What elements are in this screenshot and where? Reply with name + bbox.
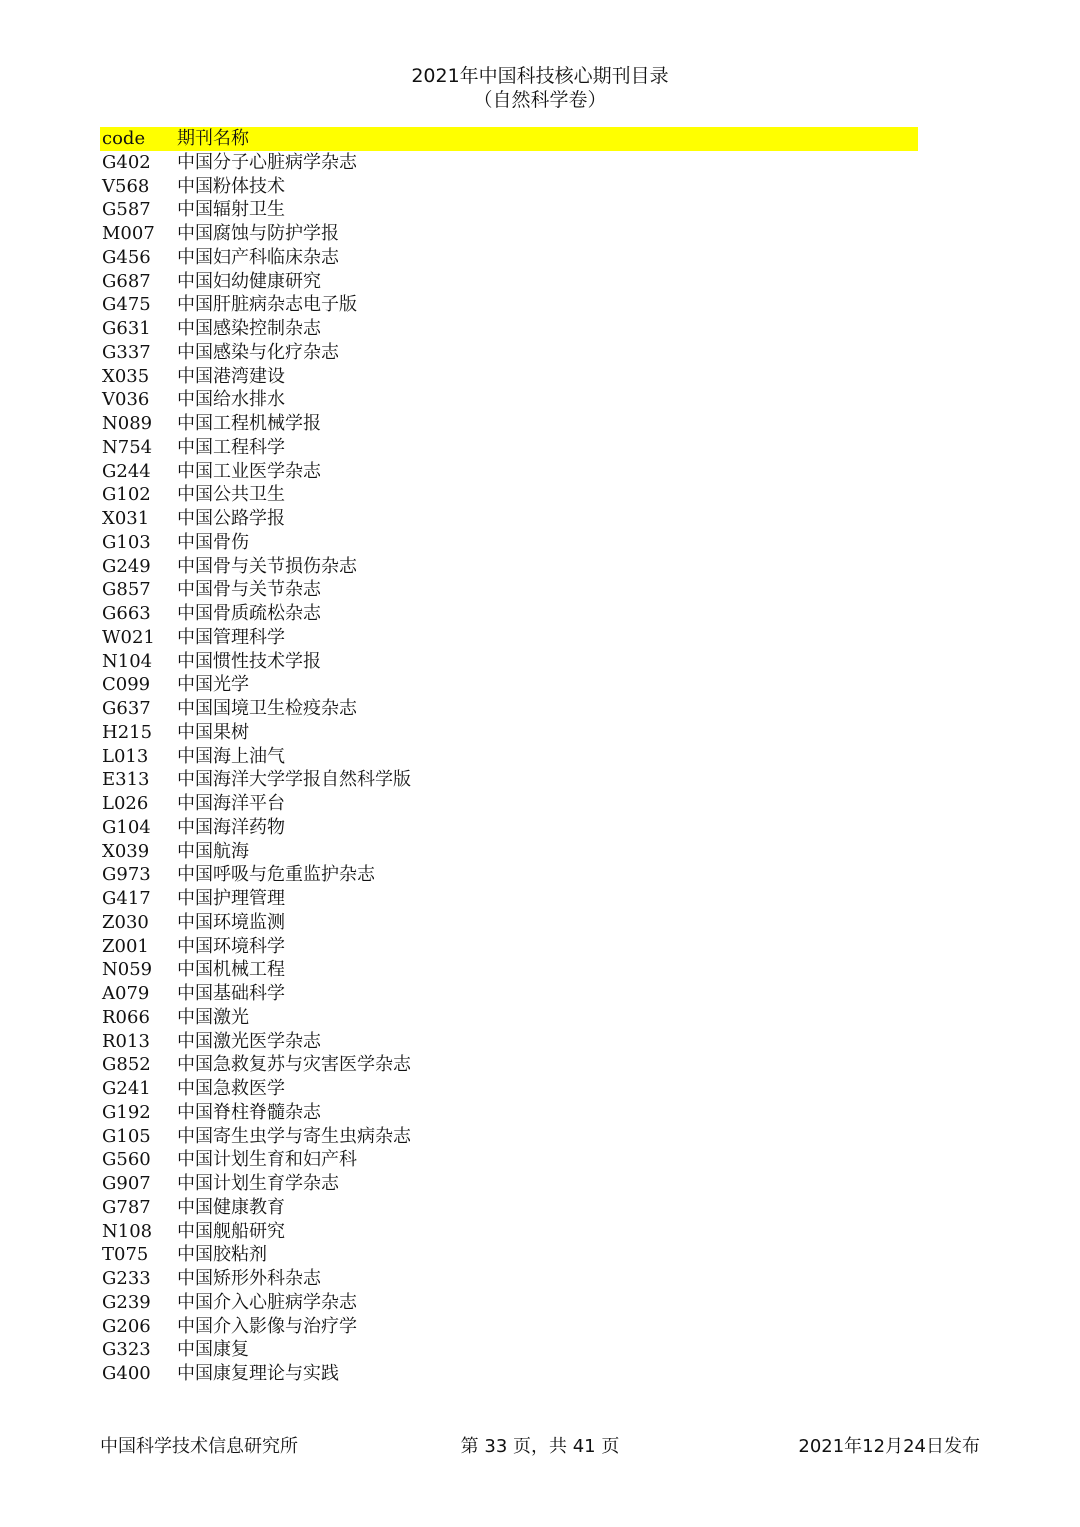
journal-name: 中国机械工程 — [177, 959, 285, 981]
journal-code: W021 — [102, 626, 155, 648]
journal-name: 中国感染控制杂志 — [177, 318, 321, 339]
journal-code: G907 — [102, 1173, 151, 1194]
journal-code: N108 — [102, 1220, 153, 1242]
footer-page-number: 第 33 页，共 41 页 — [460, 1436, 620, 1457]
table-row — [100, 388, 918, 412]
journal-name: 中国康复 — [177, 1339, 249, 1361]
journal-name: 中国急救医学 — [177, 1078, 285, 1099]
journal-name: 中国基础科学 — [177, 983, 285, 1004]
table-row — [100, 1030, 918, 1054]
journal-name: 中国矫形外科杂志 — [177, 1268, 321, 1289]
journal-code: G631 — [102, 318, 151, 339]
document-title: 2021年中国科技核心期刊目录 — [411, 65, 669, 87]
journal-name: 中国光学 — [177, 674, 249, 696]
journal-code: G233 — [102, 1268, 151, 1289]
column-header-code: code — [102, 128, 146, 149]
journal-name: 中国胶粘剂 — [177, 1244, 267, 1266]
journal-code: G192 — [102, 1101, 151, 1123]
table-row — [100, 151, 918, 175]
journal-name: 中国环境科学 — [177, 935, 285, 957]
journal-code: G241 — [102, 1078, 151, 1099]
journal-code: E313 — [102, 769, 150, 791]
table-row — [100, 222, 918, 246]
journal-name: 中国介入影像与治疗学 — [177, 1315, 357, 1337]
table-body — [100, 151, 918, 1386]
journal-name: 中国妇幼健康研究 — [177, 270, 321, 292]
table-row — [100, 911, 918, 935]
journal-name: 中国航海 — [177, 840, 249, 862]
journal-code: G663 — [102, 603, 151, 624]
journal-name: 中国舰船研究 — [177, 1220, 285, 1242]
table-row — [100, 1172, 918, 1196]
journal-name: 中国脊柱脊髓杂志 — [177, 1101, 321, 1123]
journal-code: M007 — [102, 223, 155, 244]
journal-name: 中国肝脏病杂志电子版 — [177, 294, 357, 316]
table-header-row — [100, 127, 918, 151]
journal-name: 中国介入心脏病学杂志 — [177, 1291, 357, 1313]
journal-name: 中国激光医学杂志 — [177, 1030, 321, 1052]
table-row — [100, 1362, 918, 1386]
table-row — [100, 198, 918, 222]
table-row — [100, 555, 918, 579]
journal-code: G587 — [102, 199, 151, 221]
journal-name: 中国工程科学 — [177, 436, 285, 458]
journal-code: L026 — [102, 793, 149, 814]
journal-name: 中国腐蚀与防护学报 — [177, 223, 339, 244]
journal-name: 中国港湾建设 — [177, 365, 285, 387]
table-row — [100, 721, 918, 745]
table-row — [100, 293, 918, 317]
journal-name: 中国环境监测 — [177, 911, 285, 933]
journal-name: 中国呼吸与危重监护杂志 — [177, 864, 375, 886]
column-header-name: 期刊名称 — [177, 128, 249, 149]
footer-publish-date: 2021年12月24日发布 — [798, 1436, 980, 1457]
table-row — [100, 958, 918, 982]
journal-name: 中国给水排水 — [177, 389, 285, 411]
table-row — [100, 816, 918, 840]
table-row — [100, 982, 918, 1006]
journal-name: 中国海洋药物 — [177, 816, 285, 838]
table-row — [100, 887, 918, 911]
table-row — [100, 863, 918, 887]
journal-table — [100, 127, 918, 1386]
journal-code: G249 — [102, 555, 151, 577]
journal-code: G244 — [102, 460, 151, 482]
journal-name: 中国惯性技术学报 — [177, 650, 321, 672]
table-row — [100, 412, 918, 436]
document-subtitle: （自然科学卷） — [473, 89, 607, 111]
journal-name: 中国骨伤 — [177, 531, 249, 553]
journal-code: G475 — [102, 294, 151, 316]
journal-code: G102 — [102, 484, 151, 506]
journal-code: V036 — [102, 389, 150, 411]
journal-name: 中国急救复苏与灾害医学杂志 — [177, 1054, 411, 1076]
journal-code: C099 — [102, 674, 151, 696]
table-row — [100, 626, 918, 650]
journal-name: 中国骨与关节损伤杂志 — [177, 555, 357, 577]
journal-code: G637 — [102, 698, 151, 719]
journal-code: G973 — [102, 864, 151, 886]
journal-code: G103 — [102, 531, 151, 553]
journal-code: T075 — [102, 1244, 149, 1266]
journal-name: 中国工业医学杂志 — [177, 460, 321, 482]
journal-code: G400 — [102, 1363, 151, 1384]
journal-name: 中国分子心脏病学杂志 — [177, 151, 357, 173]
journal-name: 中国工程机械学报 — [177, 413, 321, 434]
table-row — [100, 1196, 918, 1220]
table-row — [100, 1338, 918, 1362]
journal-name: 中国骨质疏松杂志 — [177, 603, 321, 624]
journal-code: G787 — [102, 1196, 151, 1218]
journal-code: G104 — [102, 816, 151, 838]
table-row — [100, 246, 918, 270]
table-row — [100, 840, 918, 864]
journal-code: G852 — [102, 1054, 151, 1076]
table-row — [100, 1077, 918, 1101]
table-row — [100, 1243, 918, 1267]
table-row — [100, 792, 918, 816]
table-row — [100, 1006, 918, 1030]
table-row — [100, 1220, 918, 1244]
table-row — [100, 1291, 918, 1315]
journal-code: Z030 — [102, 911, 149, 933]
journal-code: N059 — [102, 959, 153, 981]
journal-code: G206 — [102, 1315, 151, 1337]
table-row — [100, 460, 918, 484]
journal-name: 中国护理管理 — [177, 888, 285, 909]
journal-code: X031 — [102, 508, 150, 529]
table-row — [100, 673, 918, 697]
footer-institution: 中国科学技术信息研究所 — [100, 1436, 298, 1457]
table-row — [100, 650, 918, 674]
table-row — [100, 1053, 918, 1077]
table-row — [100, 745, 918, 769]
journal-code: G239 — [102, 1291, 151, 1313]
table-row — [100, 175, 918, 199]
journal-code: G105 — [102, 1125, 151, 1147]
journal-name: 中国健康教育 — [177, 1196, 285, 1218]
journal-name: 中国公路学报 — [177, 508, 285, 529]
journal-name: 中国康复理论与实践 — [177, 1363, 339, 1384]
journal-name: 中国感染与化疗杂志 — [177, 341, 339, 363]
journal-name: 中国海上油气 — [177, 745, 285, 767]
table-row — [100, 697, 918, 721]
journal-name: 中国计划生育和妇产科 — [177, 1149, 357, 1171]
table-row — [100, 317, 918, 341]
table-row — [100, 531, 918, 555]
table-row — [100, 1148, 918, 1172]
journal-name: 中国果树 — [177, 721, 249, 743]
journal-code: G337 — [102, 341, 151, 363]
journal-name: 中国海洋大学学报自然科学版 — [177, 769, 411, 791]
journal-code: X035 — [102, 365, 150, 387]
journal-code: R013 — [102, 1030, 150, 1052]
journal-code: H215 — [102, 721, 153, 743]
journal-name: 中国激光 — [177, 1006, 249, 1028]
journal-code: Z001 — [102, 935, 149, 957]
journal-code: G857 — [102, 579, 151, 601]
journal-name: 中国计划生育学杂志 — [177, 1173, 339, 1194]
journal-code: N104 — [102, 650, 153, 672]
journal-name: 中国海洋平台 — [177, 793, 285, 814]
table-row — [100, 341, 918, 365]
table-row — [100, 365, 918, 389]
table-row — [100, 1101, 918, 1125]
journal-code: N089 — [102, 413, 153, 434]
journal-code: X039 — [102, 840, 150, 862]
journal-name: 中国寄生虫学与寄生虫病杂志 — [177, 1125, 411, 1147]
journal-code: G687 — [102, 270, 151, 292]
journal-name: 中国管理科学 — [177, 626, 285, 648]
journal-code: G456 — [102, 246, 151, 268]
table-row — [100, 935, 918, 959]
journal-code: N754 — [102, 436, 153, 458]
table-row — [100, 602, 918, 626]
journal-code: L013 — [102, 745, 149, 767]
journal-code: G323 — [102, 1339, 151, 1361]
table-row — [100, 1315, 918, 1339]
table-row — [100, 507, 918, 531]
journal-code: G402 — [102, 151, 151, 173]
journal-code: G417 — [102, 888, 151, 909]
table-row — [100, 270, 918, 294]
table-row — [100, 1125, 918, 1149]
journal-name: 中国辐射卫生 — [177, 199, 285, 221]
journal-name: 中国骨与关节杂志 — [177, 579, 321, 601]
table-row — [100, 436, 918, 460]
journal-code: A079 — [102, 983, 150, 1004]
journal-code: G560 — [102, 1149, 151, 1171]
table-row — [100, 578, 918, 602]
journal-name: 中国国境卫生检疫杂志 — [177, 698, 357, 719]
table-row — [100, 1267, 918, 1291]
journal-code: R066 — [102, 1006, 150, 1028]
table-row — [100, 768, 918, 792]
journal-name: 中国妇产科临床杂志 — [177, 246, 339, 268]
table-row — [100, 483, 918, 507]
journal-name: 中国公共卫生 — [177, 484, 285, 506]
journal-code: V568 — [102, 175, 150, 197]
journal-name: 中国粉体技术 — [177, 175, 285, 197]
